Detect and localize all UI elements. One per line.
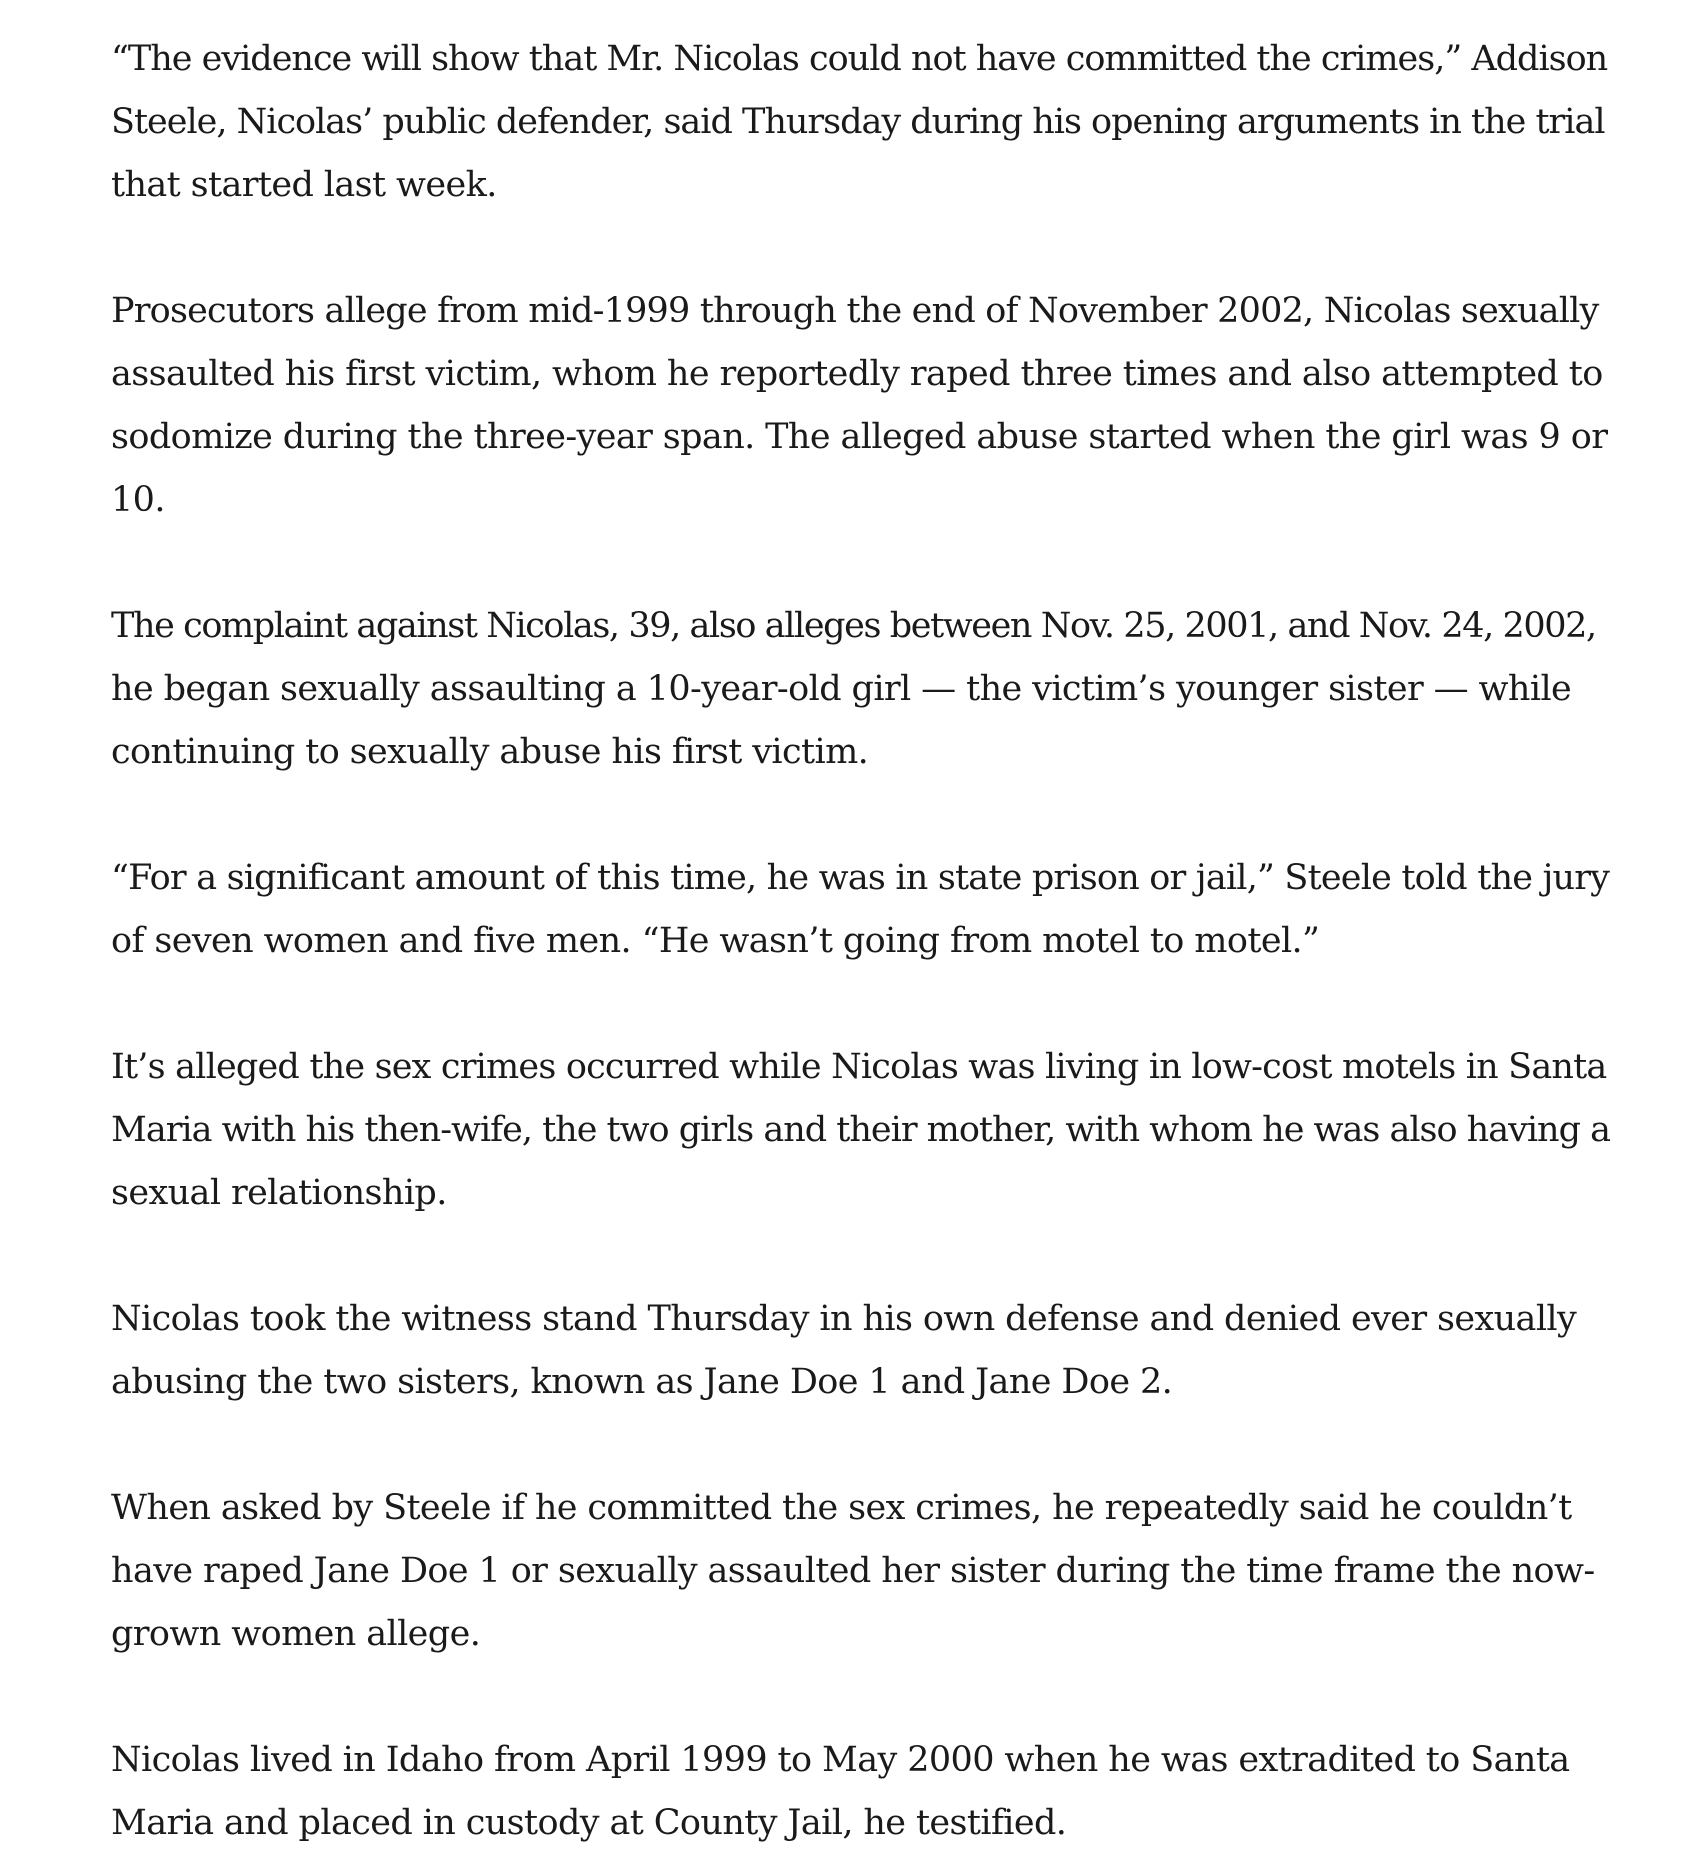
paragraph-line: The complaint against Nicolas, 39, also alleges between Nov. 25, 2001, and Nov. 24, 2002, <box>111 606 1596 646</box>
paragraph-line: continuing to sexually abuse his first victim. <box>111 732 869 772</box>
paragraph-line: “The evidence will show that Mr. Nicolas could not have committed the crimes,” Addison <box>111 39 1608 79</box>
paragraph-line: Maria and placed in custody at County Jail, he testified. <box>111 1803 1067 1843</box>
paragraph-line: grown women allege. <box>111 1614 481 1654</box>
article-body <box>111 28 1611 1855</box>
paragraph-line: Nicolas lived in Idaho from April 1999 to May 2000 when he was extradited to Santa <box>111 1740 1570 1780</box>
paragraph-1 <box>111 28 1611 217</box>
paragraph-5 <box>111 1036 1611 1225</box>
paragraph-2 <box>111 280 1611 532</box>
paragraph-8 <box>111 1729 1611 1855</box>
paragraph-line: Steele, Nicolas’ public defender, said Thursday during his opening arguments in the trial <box>111 102 1605 142</box>
paragraph-line: have raped Jane Doe 1 or sexually assaulted her sister during the time frame the now- <box>111 1551 1595 1591</box>
paragraph-7 <box>111 1477 1611 1666</box>
paragraph-line: abusing the two sisters, known as Jane Doe 1 and Jane Doe 2. <box>111 1362 1173 1402</box>
paragraph-line: that started last week. <box>111 165 497 205</box>
paragraph-line: assaulted his first victim, whom he reportedly raped three times and also attempted to <box>111 354 1603 394</box>
paragraph-line: 10. <box>111 480 165 520</box>
paragraph-6 <box>111 1288 1611 1414</box>
paragraph-line: When asked by Steele if he committed the sex crimes, he repeatedly said he couldn’t <box>111 1488 1572 1528</box>
paragraph-line: Nicolas took the witness stand Thursday in his own defense and denied ever sexually <box>111 1299 1577 1339</box>
paragraph-line: Prosecutors allege from mid-1999 through the end of November 2002, Nicolas sexually <box>111 291 1599 331</box>
paragraph-line: he began sexually assaulting a 10-year-old girl — the victim’s younger sister — while <box>111 669 1572 709</box>
paragraph-4 <box>111 847 1611 973</box>
paragraph-3 <box>111 595 1611 784</box>
paragraph-line: sexual relationship. <box>111 1173 447 1213</box>
paragraph-line: It’s alleged the sex crimes occurred while Nicolas was living in low-cost motels in Santa <box>111 1047 1607 1087</box>
paragraph-line: Maria with his then-wife, the two girls and their mother, with whom he was also having a <box>111 1110 1610 1150</box>
paragraph-line: sodomize during the three-year span. The alleged abuse started when the girl was 9 or <box>111 417 1608 457</box>
paragraph-line: “For a significant amount of this time, he was in state prison or jail,” Steele told the jury <box>111 858 1610 898</box>
paragraph-line: of seven women and five men. “He wasn’t going from motel to motel.” <box>111 921 1320 961</box>
